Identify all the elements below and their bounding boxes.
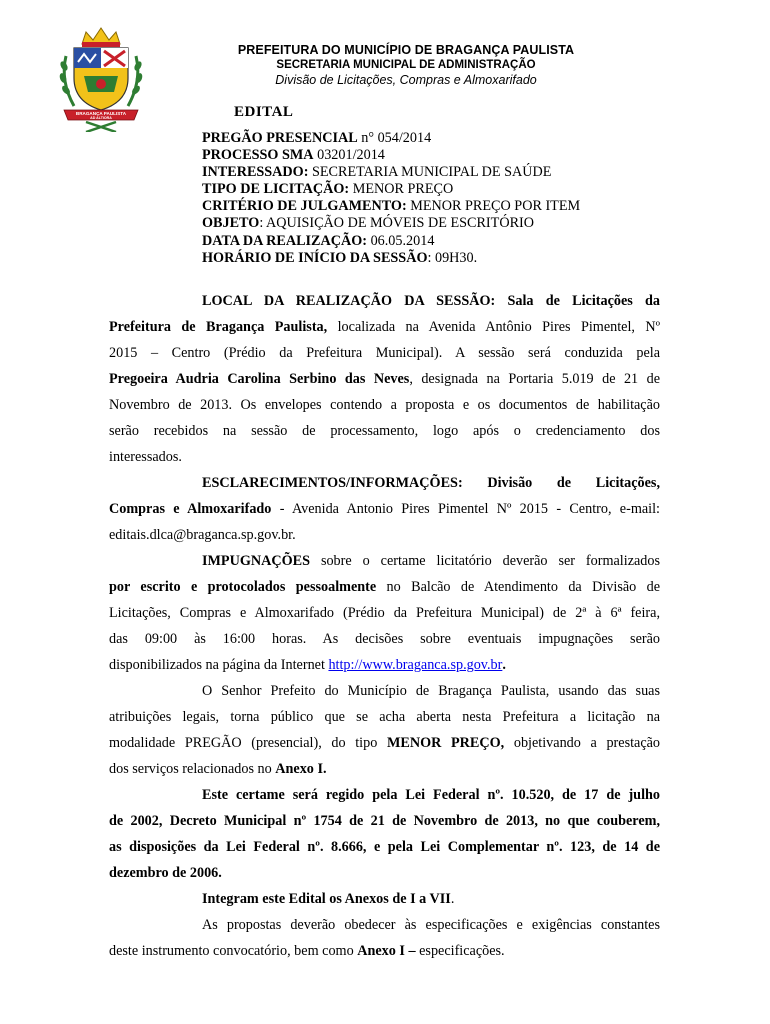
- tipo-line: [202, 181, 580, 198]
- prefeito-line-3: [109, 730, 660, 756]
- regido-text: de 2002, Decreto Municipal nº 1754 de 21 de Novembro de 2013, no que couberem,: [109, 813, 660, 829]
- local-text: localizada na Avenida Antônio Pires Pimentel, Nº: [327, 319, 661, 335]
- impugnacoes-line-2: [109, 574, 660, 600]
- local-text: , designada na Portaria 5.019 de 21 de: [409, 371, 660, 387]
- edital-body: [109, 288, 660, 964]
- local-paragraph-line-2: [109, 314, 660, 340]
- criterio-line: [202, 198, 580, 215]
- integram-period: .: [450, 891, 455, 907]
- impugnacoes-text: sobre o certame licitatório deverão ser formalizados: [310, 553, 660, 569]
- esclarecimentos-text: - Avenida Antonio Pires Pimentel Nº 2015 - Centro, e-mail:: [271, 501, 660, 517]
- regido-line-3: [109, 834, 660, 860]
- integram-text: Integram este Edital os Anexos de I a VII: [202, 891, 451, 907]
- regido-line-4: [109, 860, 660, 886]
- pregoeira-name: Pregoeira Audria Carolina Serbino das Neves: [109, 371, 410, 387]
- objeto-label: OBJETO: [202, 215, 260, 232]
- propostas-text: especificações.: [415, 943, 505, 959]
- regido-text: Este certame será regido pela Lei Federal nº. 10.520, de 17 de julho: [202, 787, 660, 803]
- impugnacoes-heading: IMPUGNAÇÕES: [202, 553, 310, 569]
- integram-line: [109, 886, 660, 912]
- document-title: EDITAL: [234, 104, 294, 120]
- letterhead-line-2: SECRETARIA MUNICIPAL DE ADMINISTRAÇÃO: [276, 59, 536, 71]
- tipo-value: MENOR PREÇO: [349, 181, 454, 198]
- pregao-value: n° 054/2014: [357, 130, 432, 146]
- criterio-label: CRITÉRIO DE JULGAMENTO:: [202, 198, 407, 215]
- interessado-label: INTERESSADO:: [202, 164, 309, 181]
- local-paragraph-line-7: interessados.: [109, 449, 182, 465]
- edital-summary: [202, 130, 580, 267]
- esclarecimentos-line-2: [109, 496, 660, 522]
- menor-preco-bold: MENOR PREÇO,: [386, 735, 505, 751]
- interessado-line: [202, 164, 580, 181]
- local-paragraph-line-4: [109, 366, 660, 392]
- processo-line: [202, 147, 580, 164]
- objeto-line: [202, 215, 580, 232]
- impugnacoes-bold-text: por escrito e protocolados pessoalmente: [109, 579, 377, 595]
- propostas-text: deste instrumento convocatório, bem como: [109, 943, 358, 959]
- objeto-value: : AQUISIÇÃO DE MÓVEIS DE ESCRITÓRIO: [259, 215, 535, 232]
- crest-motto-text: AD ALTIORA: [90, 116, 112, 121]
- regido-line-2: [109, 808, 660, 834]
- esclarecimentos-bold-text: Compras e Almoxarifado: [109, 501, 272, 517]
- processo-value: 03201/2014: [313, 147, 385, 164]
- municipal-crest-logo: [56, 26, 146, 132]
- regido-line-1: [109, 782, 660, 808]
- data-label: DATA DA REALIZAÇÃO:: [202, 232, 368, 249]
- regido-text: as disposições da Lei Federal nº. 8.666, e pela Lei Complementar nº. 123, de 14 de: [109, 839, 660, 855]
- letterhead: [196, 42, 616, 88]
- prefeito-text: modalidade PREGÃO (presencial), do tipo: [109, 735, 387, 751]
- regido-text: dezembro de 2006.: [109, 865, 222, 881]
- letterhead-line-1: PREFEITURA DO MUNICÍPIO DE BRAGANÇA PAULISTA: [237, 43, 575, 57]
- interessado-value: SECRETARIA MUNICIPAL DE SAÚDE: [308, 164, 552, 181]
- esclarecimentos-heading: ESCLARECIMENTOS/INFORMAÇÕES: Divisão de Licitações,: [202, 475, 660, 491]
- impugnacoes-period: .: [502, 657, 506, 673]
- propostas-line-1: As propostas deverão obedecer às especificações e exigências constantes: [202, 917, 660, 933]
- prefeito-text: dos serviços relacionados no: [109, 761, 276, 777]
- prefeito-text: objetivando a prestação: [504, 735, 661, 751]
- pregao-line: [202, 130, 580, 147]
- prefeitura-website-link[interactable]: http://www.braganca.sp.gov.br: [328, 657, 503, 673]
- local-paragraph-line-1: [109, 288, 660, 314]
- impugnacoes-line-3: Licitações, Compras e Almoxarifado (Prédio da Prefeitura Municipal) de 2ª à 6ª feira,: [109, 605, 660, 621]
- crest-banner-text: BRAGANÇA PAULISTA: [75, 111, 127, 116]
- anexo-i-bold: Anexo I –: [357, 943, 416, 959]
- esclarecimentos-line-1: [109, 470, 660, 496]
- local-bold-text: Prefeitura de Bragança Paulista,: [109, 319, 328, 335]
- local-paragraph-line-5: Novembro de 2013. Os envelopes contendo a proposta e os documentos de habilitação: [109, 397, 660, 413]
- data-line: [202, 233, 580, 250]
- processo-label: PROCESSO SMA: [202, 147, 314, 164]
- local-heading: LOCAL DA REALIZAÇÃO DA SESSÃO: Sala de Licitações da: [202, 293, 660, 309]
- pregao-label: PREGÃO PRESENCIAL: [202, 130, 358, 146]
- anexo-i-bold: Anexo I.: [275, 761, 327, 777]
- data-value: 06.05.2014: [367, 232, 435, 249]
- impugnacoes-line-5: [109, 652, 660, 678]
- horario-line: [202, 250, 580, 267]
- impugnacoes-text: disponibilizados na página da Internet: [109, 657, 329, 673]
- local-paragraph-line-6: serão recebidos na sessão de processamento, logo após o credenciamento dos: [109, 423, 660, 439]
- horario-label: HORÁRIO DE INÍCIO DA SESSÃO: [202, 249, 428, 266]
- criterio-value: MENOR PREÇO POR ITEM: [406, 198, 581, 215]
- impugnacoes-line-1: [109, 548, 660, 574]
- prefeito-line-4: [109, 756, 660, 782]
- impugnacoes-text: no Balcão de Atendimento da Divisão de: [376, 579, 660, 595]
- prefeito-line-2: atribuições legais, torna público que se acha aberta nesta Prefeitura a licitação na: [109, 709, 660, 725]
- letterhead-line-3: Divisão de Licitações, Compras e Almoxarifado: [275, 73, 537, 87]
- esclarecimentos-email: editais.dlca@braganca.sp.gov.br.: [109, 527, 296, 543]
- tipo-label: TIPO DE LICITAÇÃO:: [202, 181, 350, 198]
- horario-value: : 09H30.: [427, 249, 478, 266]
- propostas-line-2: [109, 938, 660, 964]
- impugnacoes-line-4: das 09:00 às 16:00 horas. As decisões sobre eventuais impugnações serão: [109, 631, 660, 647]
- prefeito-line-1: O Senhor Prefeito do Município de Bragança Paulista, usando das suas: [202, 683, 660, 699]
- local-paragraph-line-3: 2015 – Centro (Prédio da Prefeitura Municipal). A sessão será conduzida pela: [109, 345, 660, 361]
